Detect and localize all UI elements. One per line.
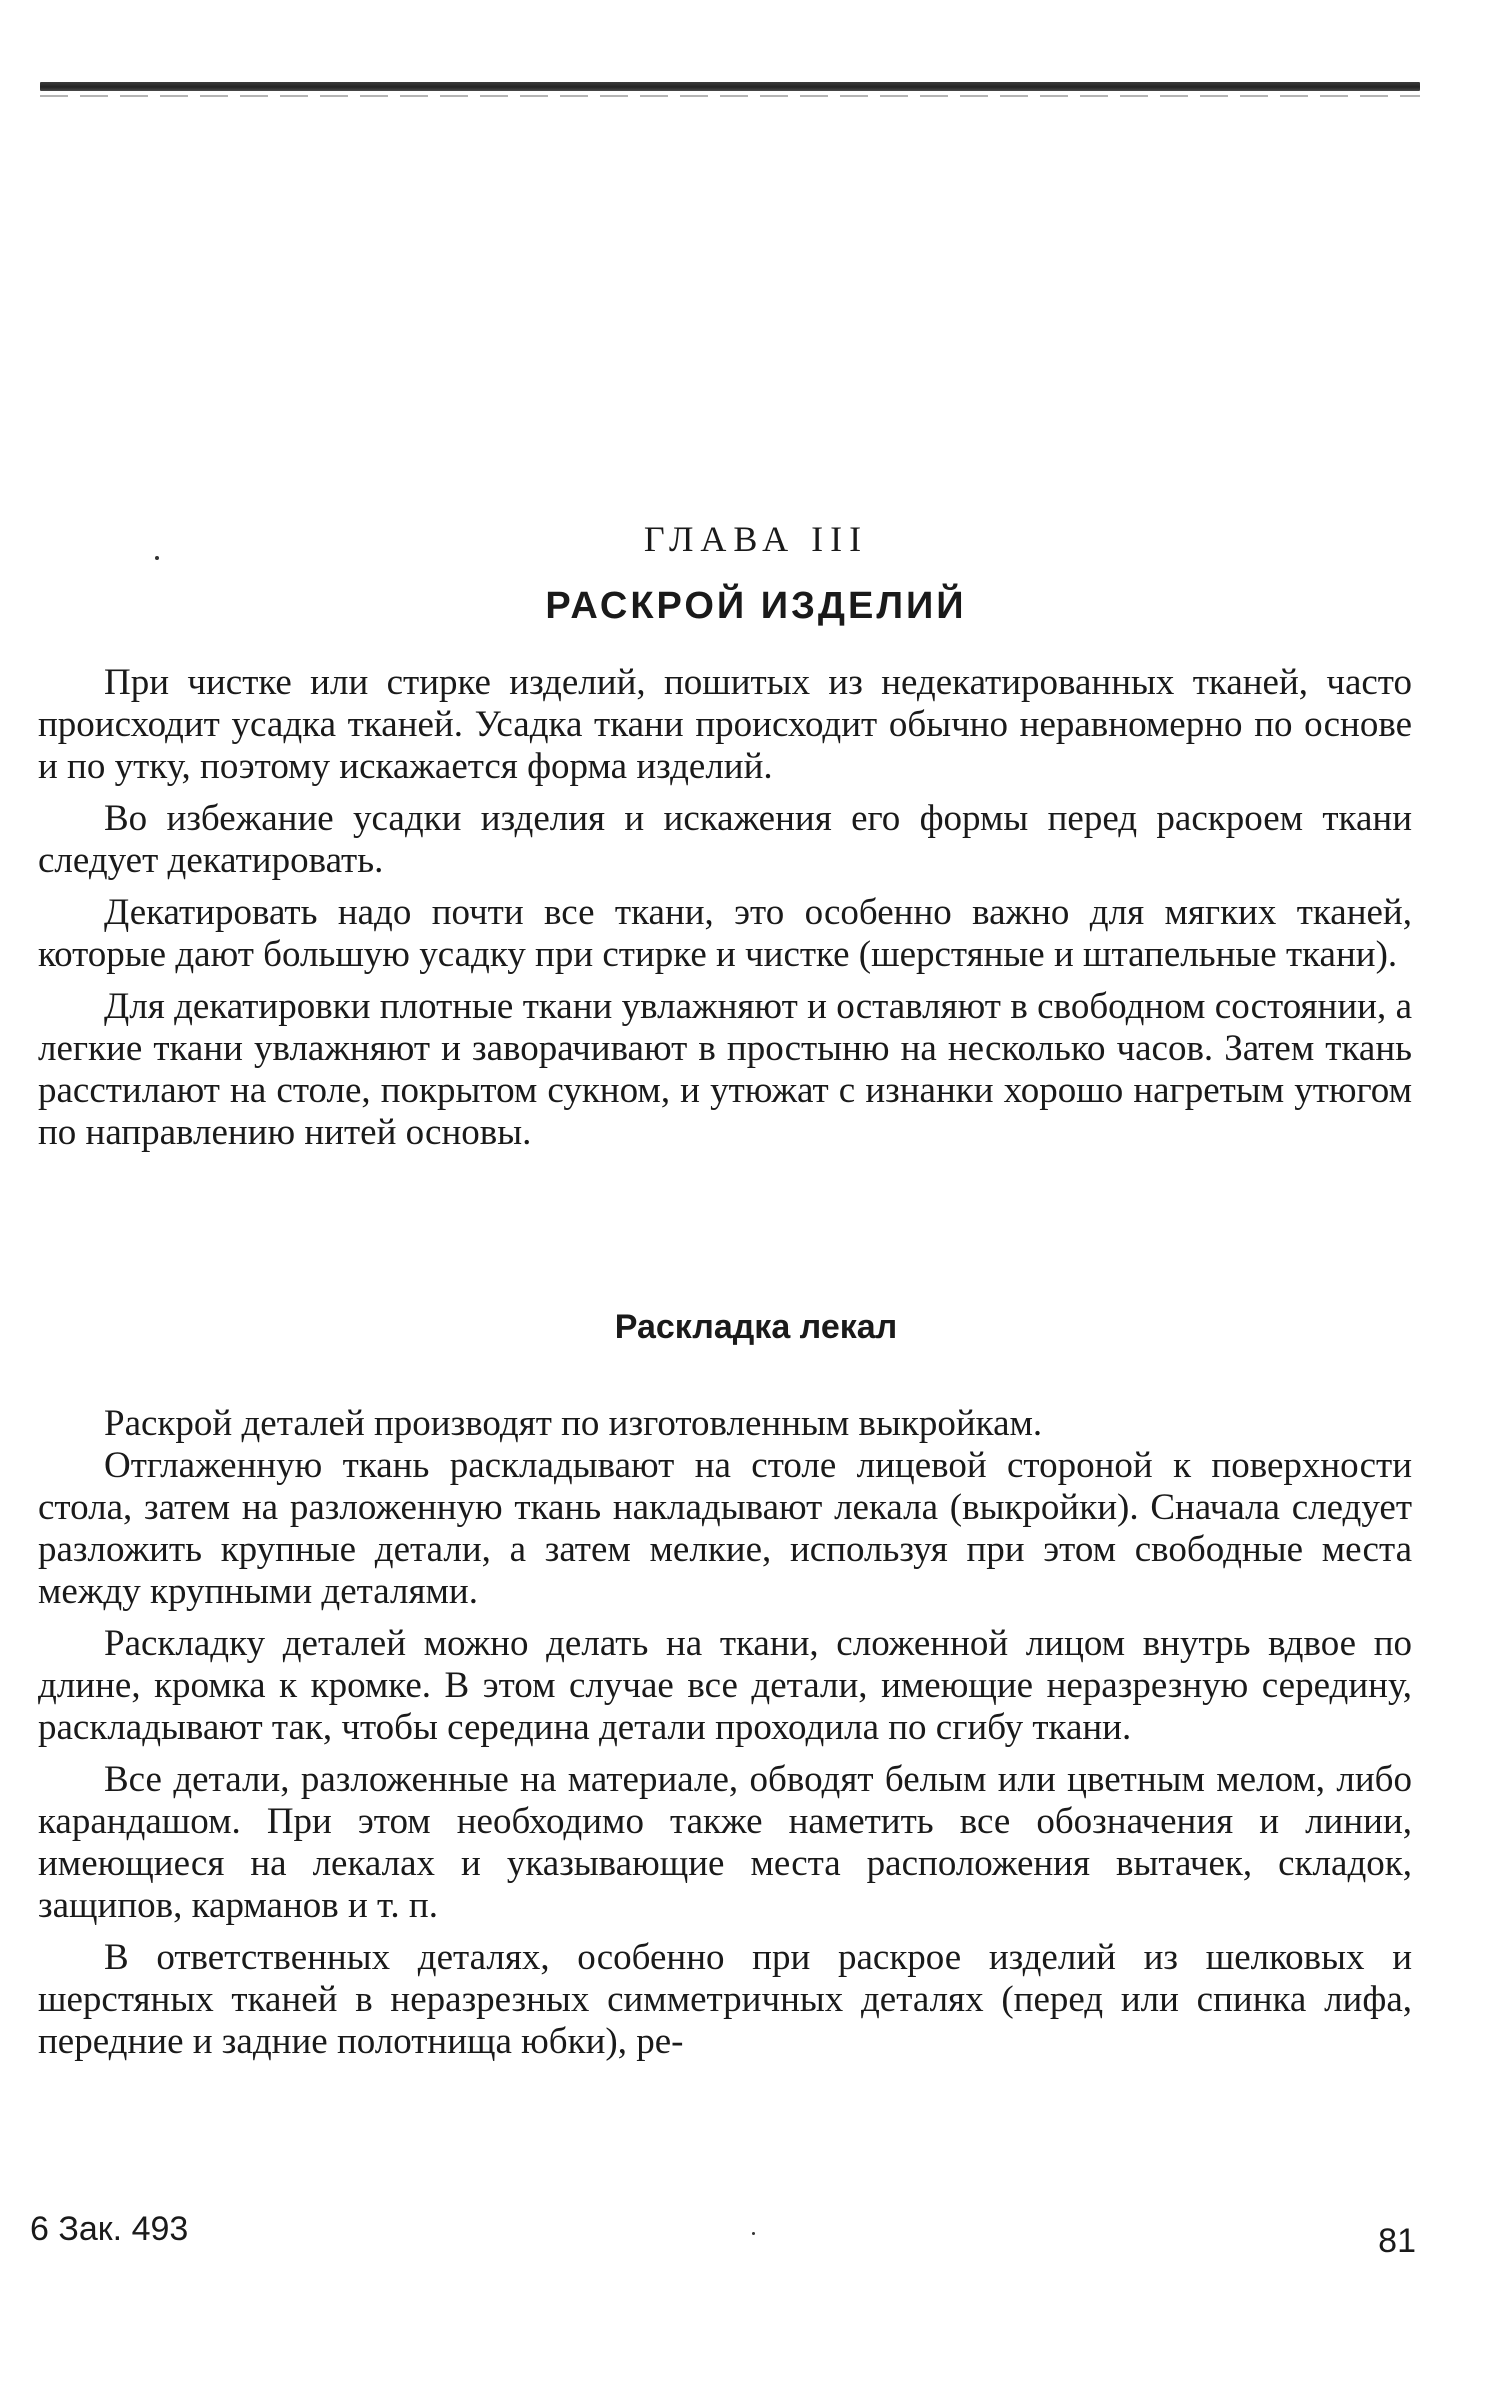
paragraph: При чистке или стирке изделий, пошитых из недекатированных тканей, часто происходит усадка тканей. Усадка ткани происходит обычно неравномерно по основе и по утку, поэтому искажается форма изделий. (38, 662, 1412, 787)
paragraph: Все детали, разложенные на материале, обводят белым или цветным мелом, либо карандашом. При этом необходимо также наметить все обозначения и линии, имеющиеся на лекалах и указывающие места расположения вытачек, складок, защипов, карманов и т. п. (38, 1759, 1412, 1926)
intro-text (38, 662, 1412, 1154)
paragraph: Во избежание усадки изделия и искажения его формы перед раскроем ткани следует декатировать. (38, 798, 1412, 881)
paragraph: Для декатировки плотные ткани увлажняют и оставляют в свободном состоянии, а легкие ткани увлажняют и заворачивают в простыню на несколько часов. Затем ткань расстилают на столе, покрытом сукном, и утюжат с изнанки хорошо нагретым утюгом по направлению нитей основы. (38, 986, 1412, 1153)
paragraph: Раскрой деталей производят по изготовленным выкройкам. (104, 1403, 1043, 1444)
section-heading: Раскладка лекал (614, 1308, 898, 1346)
top-rule (40, 82, 1420, 91)
chapter-title: РАСКРОЙ ИЗДЕЛИЙ (545, 585, 967, 627)
chapter-label: ГЛАВА III (643, 519, 869, 559)
paragraph: Раскладку деталей можно делать на ткани, сложенной лицом внутрь вдвое по длине, кромка к кромке. В этом случае все детали, имеющие неразрезную середину, раскладывают так, чтобы середина детали проходила по сгибу ткани. (38, 1623, 1412, 1748)
paragraph: В ответственных деталях, особенно при раскрое изделий из шелковых и шерстяных тканей в неразрезных симметричных деталях (перед или спинка лифа, передние и задние полотнища юбки), ре- (38, 1937, 1412, 2062)
top-rule-underline (40, 95, 1420, 97)
scan-speck (752, 2232, 755, 2235)
page-number: 81 (1378, 2222, 1416, 2260)
printer-signature: 6 Зак. 493 (30, 2210, 189, 2248)
paragraph: Декатировать надо почти все ткани, это особенно важно для мягких тканей, которые дают большую усадку при стирке и чистке (шерстяные и штапельные ткани). (38, 892, 1412, 975)
paragraph: Отглаженную ткань раскладывают на столе лицевой стороной к поверхности стола, затем на разложенную ткань накладывают лекала (выкройки). Сначала следует разложить крупные детали, а затем мелкие, используя при этом свободные места между крупными деталями. (38, 1445, 1412, 1612)
section-text (38, 1403, 1412, 2063)
